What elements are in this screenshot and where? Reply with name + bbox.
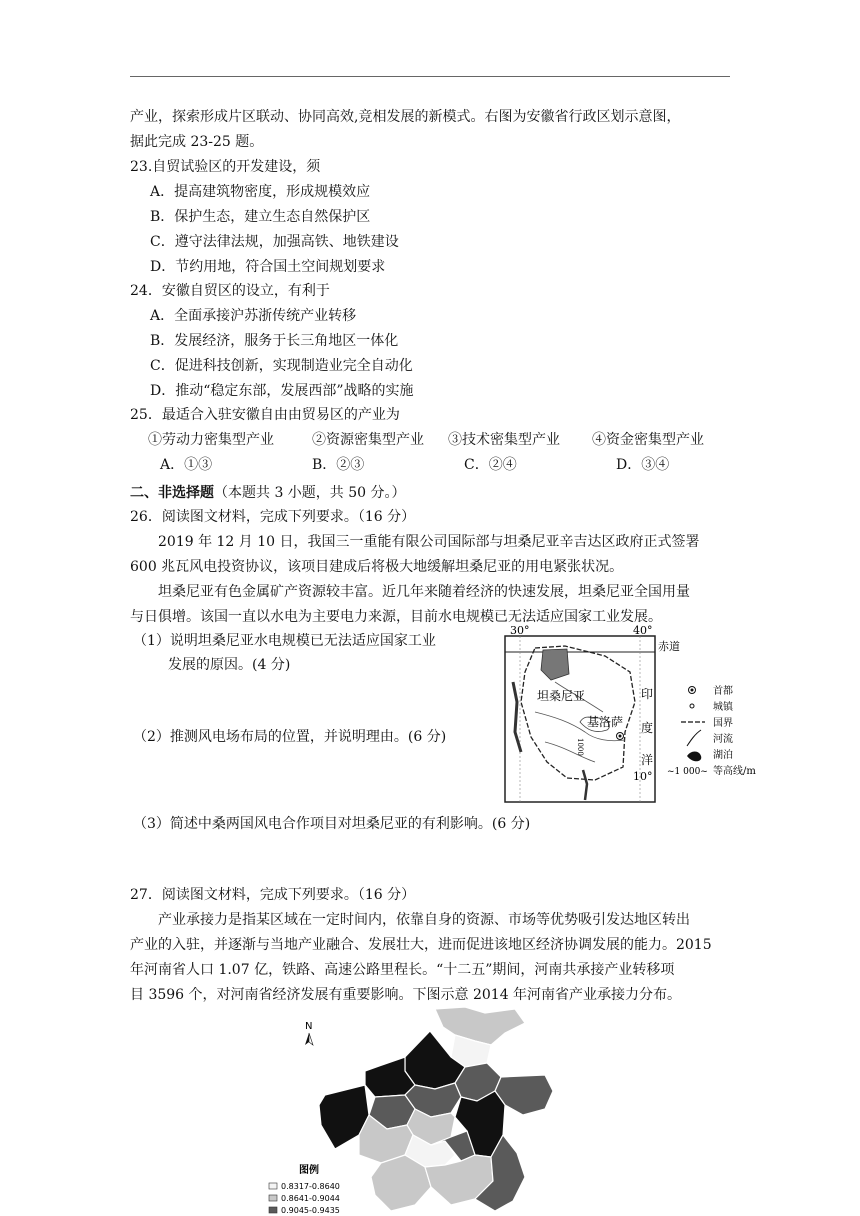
lake-victoria <box>541 649 569 680</box>
q24-option-c: C．促进科技创新，实现制造业完全自动化 <box>150 358 413 374</box>
q25-item-4: ④资金密集型产业 <box>592 432 704 448</box>
q25-option-a: A．①③ <box>160 457 213 473</box>
q25-option-b: B．②③ <box>312 457 365 473</box>
map-lat-10: 10° <box>633 770 653 783</box>
q27-para-line3: 年河南省人口 1.07 亿，铁路、高速公路里程长。“十二五”期间，河南共承接产业转移项 <box>130 962 675 978</box>
q24-option-a: A．全面承接沪苏浙传统产业转移 <box>150 308 357 324</box>
q24-option-d: D．推动“稳定东部，发展西部”战略的实施 <box>150 383 414 399</box>
q23-option-c: C．遵守法律法规，加强高铁、地铁建设 <box>150 234 399 250</box>
capital-label: 基洛萨 <box>587 715 624 729</box>
q26-para1-line2: 600 兆瓦风电投资协议，该项目建成后将极大地缓解坦桑尼亚的用电紧张状况。 <box>130 559 624 575</box>
lake-legend-icon <box>687 752 701 762</box>
q25-item-3: ③技术密集型产业 <box>448 432 560 448</box>
legend-border: 国界 <box>713 718 733 729</box>
river-legend-icon <box>687 730 701 746</box>
q24-option-b: B．发展经济，服务于长三角地区一体化 <box>150 333 399 349</box>
legend-swatch-3 <box>269 1207 277 1213</box>
q23-option-d: D．节约用地，符合国土空间规划要求 <box>150 259 386 275</box>
q26-para2-line1: 坦桑尼亚有色金属矿产资源较丰富。近几年来随着经济的快速发展，坦桑尼亚全国用量 <box>158 584 690 600</box>
legend-town: 城镇 <box>713 702 733 713</box>
section-note: （本题共 3 小题，共 50 分。） <box>214 485 406 501</box>
capital-dot <box>619 735 622 738</box>
q25-option-d: D．③④ <box>616 457 670 473</box>
header-rule <box>130 76 730 77</box>
q27-para-line2: 产业的入驻，并逐渐与当地产业融合、发展壮大，进而促进该地区经济协调发展的能力。2015 <box>130 937 712 953</box>
north-label: N <box>305 1021 313 1032</box>
contour-value: 1000 <box>576 738 584 756</box>
q26-sub2: （2）推测风电场布局的位置，并说明理由。(6 分) <box>133 729 447 745</box>
country-label: 坦桑尼亚 <box>537 689 586 703</box>
legend-capital: 首都 <box>713 686 733 697</box>
contour-legend-icon: ~1 000~ <box>667 767 708 777</box>
q23-stem: 23.自贸试验区的开发建设，须 <box>130 159 321 175</box>
map-lon-40: 40° <box>633 624 653 637</box>
section-title: 二、非选择题 <box>130 485 214 501</box>
legend-lake: 湖泊 <box>713 750 733 761</box>
legend-river: 河流 <box>713 734 733 745</box>
ocean-char-1: 印 <box>641 687 654 701</box>
ocean-char-2: 度 <box>641 721 654 735</box>
north-arrow-icon <box>305 1033 309 1045</box>
legend-range-2: 0.8641-0.9044 <box>281 1194 340 1203</box>
ocean-char-3: 洋 <box>641 753 654 767</box>
q27-stem: 27．阅读图文材料，完成下列要求。（16 分） <box>130 887 416 903</box>
legend-title: 图例 <box>299 1165 319 1176</box>
q23-option-b: B．保护生态，建立生态自然保护区 <box>150 209 371 225</box>
legend-range-3: 0.9045-0.9435 <box>281 1206 340 1215</box>
q26-sub1-line1: （1）说明坦桑尼亚水电规模已无法适应国家工业 <box>133 633 436 649</box>
q25-stem: 25．最适合入驻安徽自由由贸易区的产业为 <box>130 407 400 423</box>
q26-sub1-line2: 发展的原因。(4 分) <box>168 657 291 673</box>
river-2 <box>545 742 595 762</box>
intro-line-2: 据此完成 23-25 题。 <box>130 134 264 150</box>
q27-para-line1: 产业承接力是指某区域在一定时间内，依靠自身的资源、市场等优势吸引发达地区转出 <box>158 912 690 928</box>
intro-line-1: 产业，探索形成片区联动、协同高效,竞相发展的新模式。右图为安徽省行政区划示意图， <box>130 109 681 125</box>
q25-option-c: C．②④ <box>464 457 517 473</box>
town-legend-icon <box>690 704 694 708</box>
map-lon-30: 30° <box>510 624 530 637</box>
section-heading <box>130 484 406 502</box>
q26-para1-line1: 2019 年 12 月 10 日，我国三一重能有限公司国际部与坦桑尼亚辛吉达区政府正式签署 <box>158 534 700 550</box>
henan-map <box>255 1005 575 1216</box>
region-north-1 <box>435 1007 525 1045</box>
q23-option-a: A．提高建筑物密度，形成规模效应 <box>150 184 371 200</box>
legend-swatch-2 <box>269 1195 277 1201</box>
tanzania-map <box>495 622 770 804</box>
q26-stem: 26．阅读图文材料，完成下列要求。（16 分） <box>130 509 416 525</box>
legend-swatch-1 <box>269 1183 277 1189</box>
q26-sub3: （3）简述中桑两国风电合作项目对坦桑尼亚的有利影响。(6 分) <box>133 816 531 832</box>
q24-stem: 24．安徽自贸区的设立，有利于 <box>130 283 330 299</box>
q25-item-2: ②资源密集型产业 <box>312 432 424 448</box>
map-equator-label: 赤道 <box>658 640 680 653</box>
lake-malawi <box>583 770 587 800</box>
legend-contour: 等高线/m <box>713 766 756 777</box>
q25-item-1: ①劳动力密集型产业 <box>148 432 274 448</box>
legend-range-1: 0.8317-0.8640 <box>281 1182 340 1191</box>
q27-para-line4: 目 3596 个，对河南省经济发展有重要影响。下图示意 2014 年河南省产业承接力分布。 <box>130 987 682 1003</box>
q26-para2-line2: 与日俱增。该国一直以水电为主要电力来源，目前水电规模已无法适应国家工业发展。 <box>130 609 662 625</box>
